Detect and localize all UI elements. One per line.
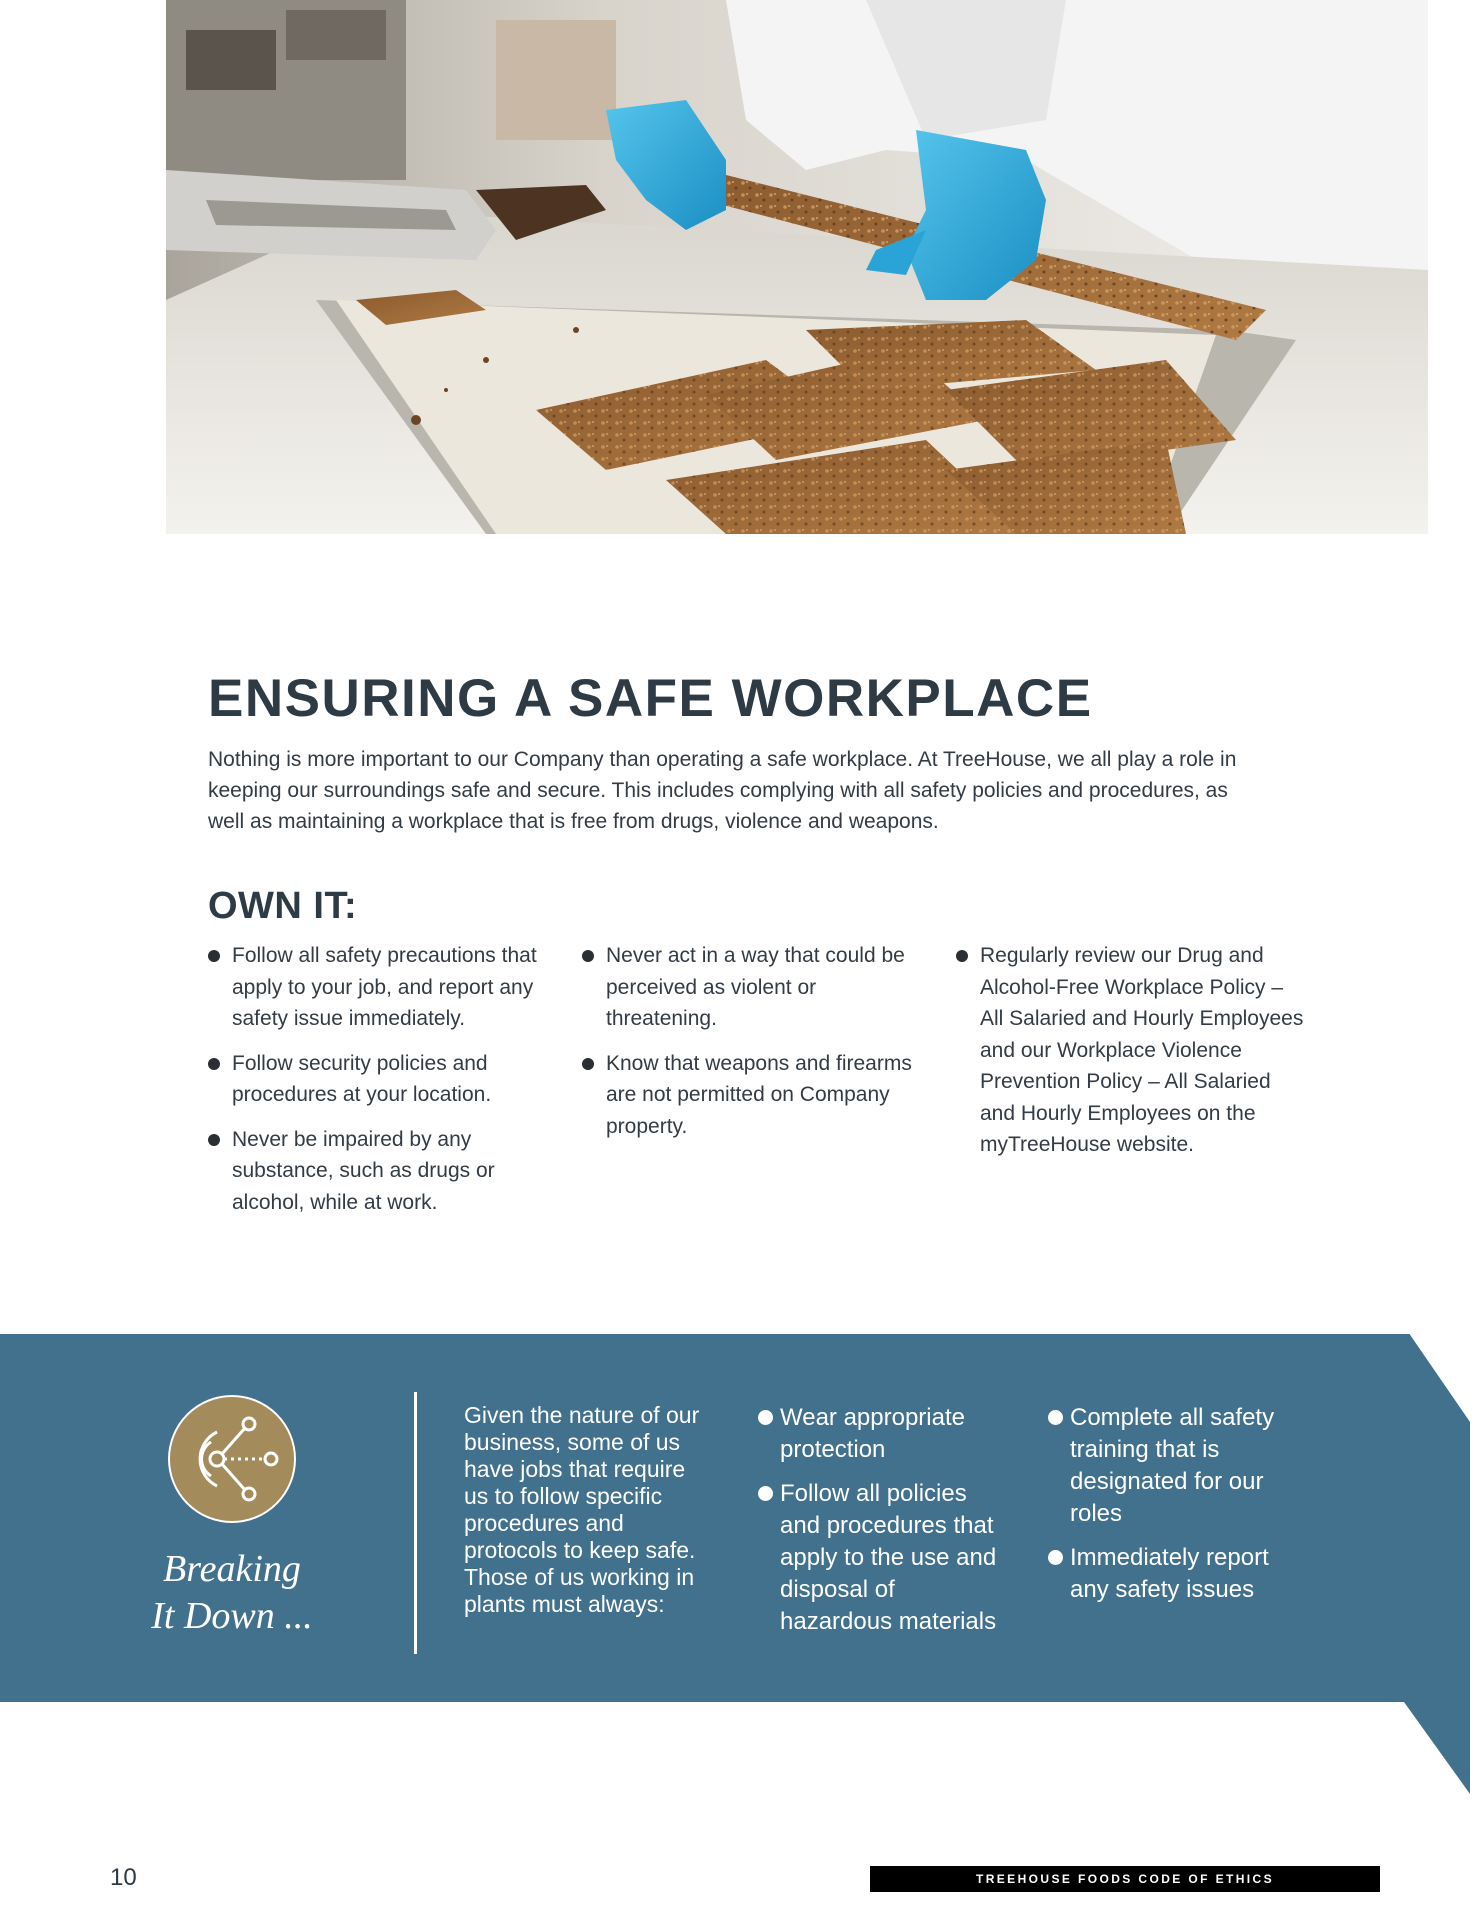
list-item: Know that weapons and firearms are not permitted on Company property. (582, 1048, 932, 1143)
breaking-it-down-label: Breaking It Down ... (151, 1548, 313, 1637)
list-item: Follow security policies and procedures at your location. (208, 1048, 568, 1111)
footer-doc-title: TREEHOUSE FOODS CODE OF ETHICS (870, 1866, 1380, 1892)
page-number: 10 (110, 1864, 137, 1891)
list-item: Immediately report any safety issues (1048, 1542, 1308, 1606)
network-hub-icon (167, 1394, 297, 1524)
list-item: Follow all safety precautions that apply to your job, and report any safety issue immediately. (208, 940, 568, 1035)
own-it-column-2 (582, 940, 932, 1155)
hero-photo (166, 0, 1428, 534)
list-item: Wear appropriate protection (758, 1402, 998, 1466)
breaking-down-list-1 (758, 1402, 998, 1650)
list-item: Complete all safety training that is designated for our roles (1048, 1402, 1308, 1530)
breaking-down-intro: Given the nature of our business, some of us have jobs that require us to follow specific procedures and protocols to keep safe. Those of us working in plants must always: (464, 1402, 700, 1617)
list-item: Regularly review our Drug and Alcohol-Free Workplace Policy – All Salaried and Hourly Employees and our Workplace Violence Prevention Policy – All Salaried and Hourly Employees on the myTreeHouse website. (956, 940, 1306, 1161)
own-it-heading: OWN IT: (208, 885, 358, 927)
vertical-divider (414, 1392, 417, 1654)
list-item: Never act in a way that could be perceived as violent or threatening. (582, 940, 932, 1035)
own-it-column-1 (208, 940, 568, 1231)
page-title: ENSURING A SAFE WORKPLACE (208, 669, 1093, 728)
own-it-column-3 (956, 940, 1306, 1174)
breaking-down-list-2 (1048, 1402, 1308, 1618)
list-item: Never be impaired by any substance, such as drugs or alcohol, while at work. (208, 1124, 568, 1219)
list-item: Follow all policies and procedures that apply to the use and disposal of hazardous materials (758, 1478, 998, 1638)
intro-paragraph: Nothing is more important to our Company than operating a safe workplace. At TreeHouse, we all play a role in keeping our surroundings safe and secure. This includes complying with all safety policies and procedures, as well as maintaining a workplace that is free from drugs, violence and weapons. (208, 748, 1237, 833)
